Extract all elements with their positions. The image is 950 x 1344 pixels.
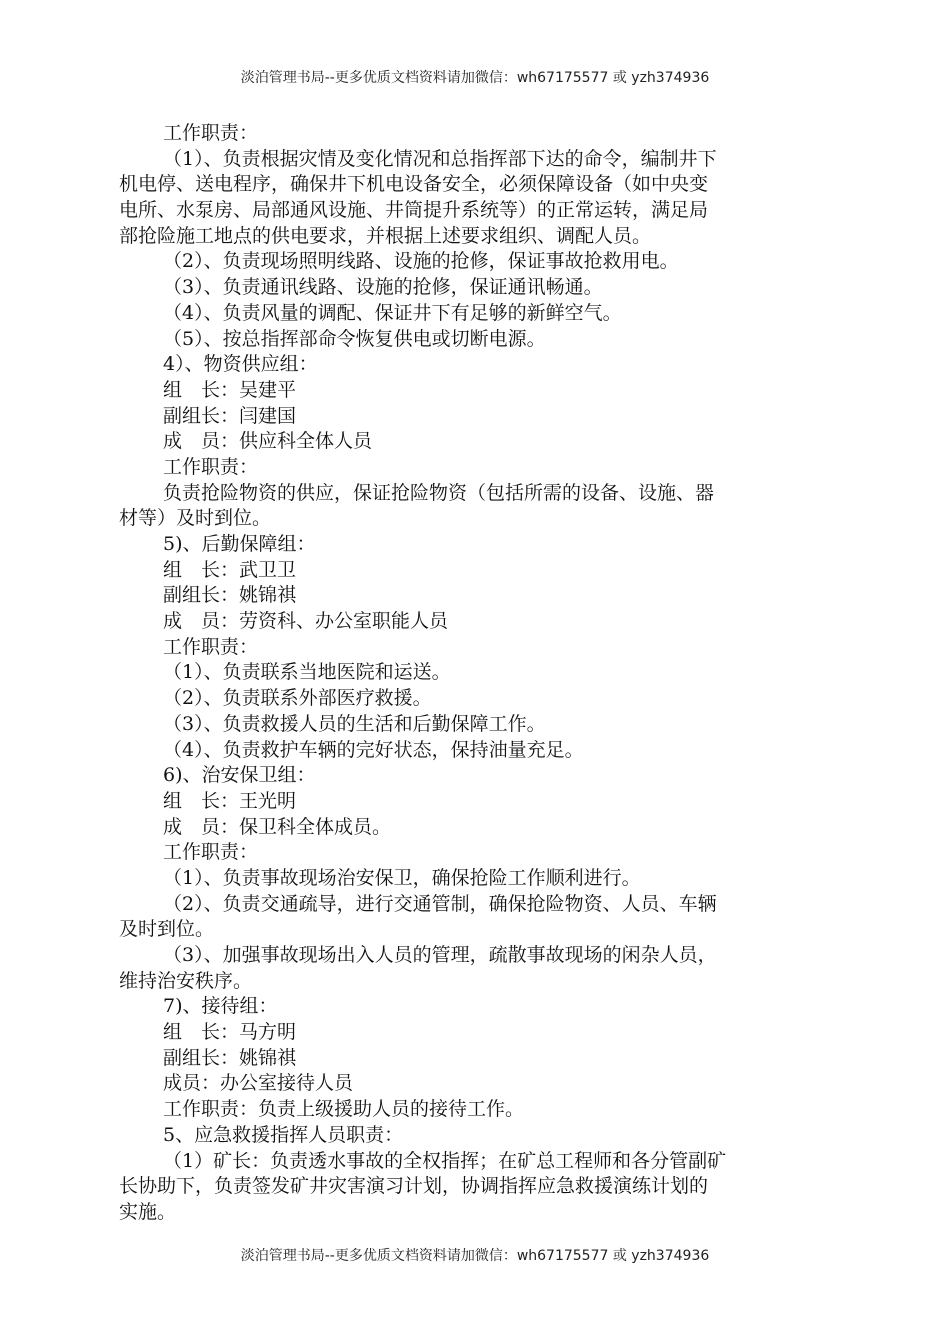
text-line: （1）矿长：负责透水事故的全权指挥；在矿总工程师和各分管副矿 [163,1149,727,1172]
text-line: （3）、负责救援人员的生活和后勤保障工作。 [163,712,546,735]
text-line: （4）、负责救护车辆的完好状态，保持油量充足。 [163,738,584,761]
text-line: （3）、加强事故现场出入人员的管理，疏散事故现场的闲杂人员， [163,944,717,966]
text-line: （2）、负责联系外部医疗救援。 [163,687,432,710]
text-line: 7)、接待组： [163,995,278,1018]
text-line: 4）、物资供应组： [163,353,318,376]
text-line: 成 员：供应科全体人员 [163,430,373,453]
text-line: （4）、负责风量的调配、保证井下有足够的新鲜空气。 [163,301,622,324]
text-line: 6)、治安保卫组： [163,764,316,787]
text-line: 成员：办公室接待人员 [163,1072,354,1095]
text-line: 组 长：王光明 [163,789,297,812]
text-line: 工作职责： [163,635,259,658]
text-line: 维持治安秩序。 [119,969,253,992]
text-line: （1）、负责事故现场治安保卫，确保抢险工作顺利进行。 [163,866,641,889]
text-line: 工作职责： [163,122,259,144]
text-line: 负责抢险物资的供应，保证抢险物资（包括所需的设备、设施、器 [163,481,715,504]
text-line: 成 员：保卫科全体成员。 [163,815,392,838]
text-line: 及时到位。 [119,918,215,941]
text-line: 组 长：武卫卫 [163,558,297,581]
text-line: （5）、按总指挥部命令恢复供电或切断电源。 [163,327,546,350]
text-line: 材等）及时到位。 [119,507,272,530]
document-body [119,121,835,1226]
text-line: 5)、后勤保障组： [163,533,316,555]
page-footer: 淡泊管理书局--更多优质文档资料请加微信：wh67175577 或 yzh374936 [240,1248,710,1264]
text-line: 工作职责： [163,455,259,478]
text-line: 组 长：马方明 [163,1021,297,1044]
text-line: 部抢险施工地点的供电要求，并根据上述要求组织、调配人员。 [119,224,652,247]
text-line: 长协助下，负责签发矿井灾害演习计划，协调指挥应急救援演练计划的 [119,1175,709,1198]
text-line: （1）、负责根据灾情及变化情况和总指挥部下达的命令，编制井下 [163,147,717,170]
text-line: 机电停、送电程序，确保井下机电设备安全，必须保障设备（如中央变 [119,173,709,196]
text-line: 成 员：劳资科、办公室职能人员 [163,610,449,633]
text-line: 副组长：闫建国 [163,404,297,427]
text-line: 实施。 [119,1200,177,1223]
text-line: 组 长：吴建平 [163,378,297,401]
text-line: 工作职责： [163,841,259,864]
text-line: （2）、负责交通疏导，进行交通管制，确保抢险物资、人员、车辆 [163,892,717,915]
text-line: （3）、负责通讯线路、设施的抢修，保证通讯畅通。 [163,276,603,299]
text-line: （2）、负责现场照明线路、设施的抢修，保证事故抢救用电。 [163,250,679,273]
text-line: 电所、水泵房、局部通风设施、井筒提升系统等）的正常运转，满足局 [119,199,709,222]
page-header: 淡泊管理书局--更多优质文档资料请加微信：wh67175577 或 yzh374936 [240,70,710,86]
text-line: 5、应急救援指挥人员职责： [163,1123,404,1146]
text-line: （1）、负责联系当地医院和运送。 [163,661,451,684]
text-line: 副组长：姚锦祺 [163,1046,297,1069]
text-line: 工作职责：负责上级援助人员的接待工作。 [163,1098,525,1121]
text-line: 副组长：姚锦祺 [163,584,297,607]
